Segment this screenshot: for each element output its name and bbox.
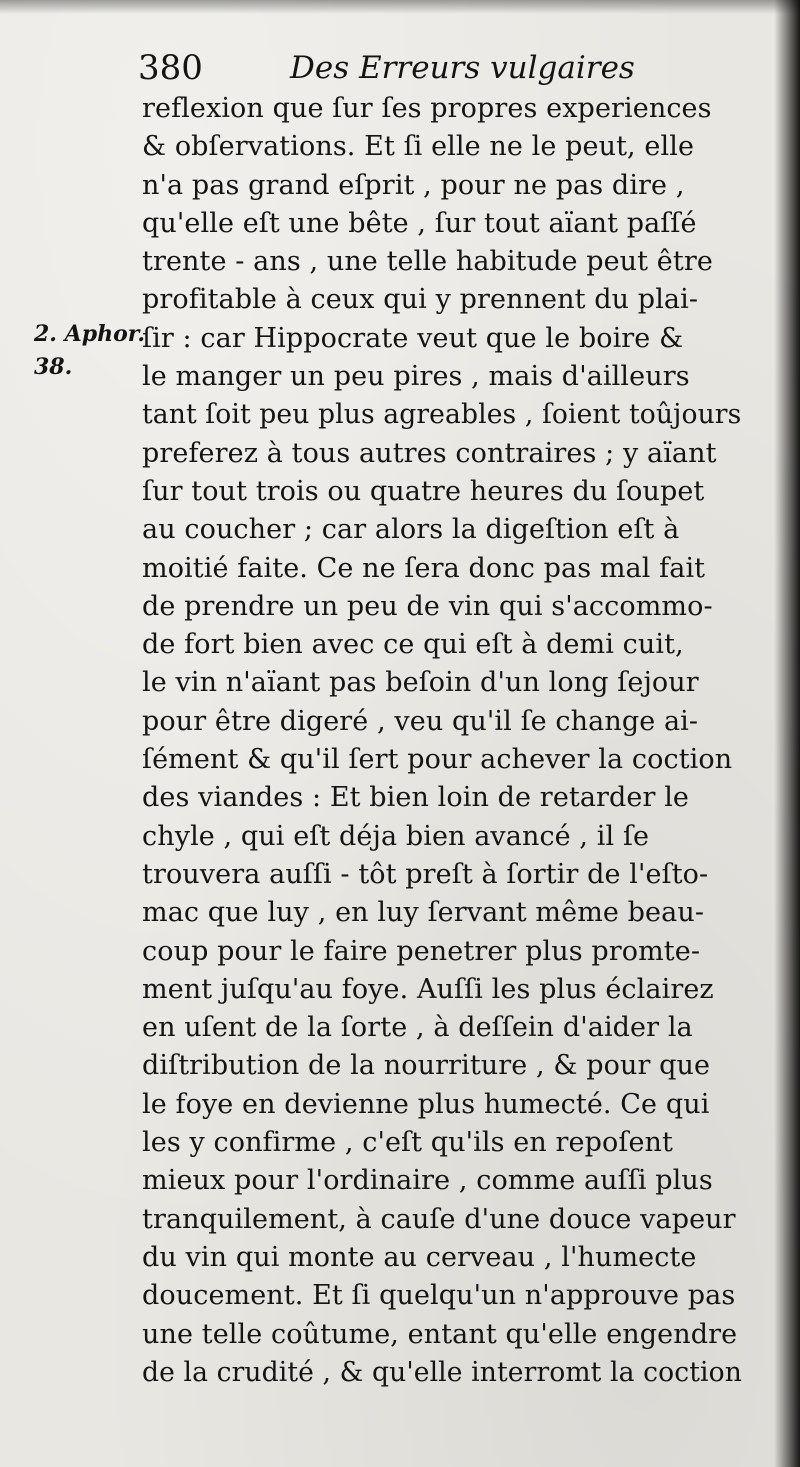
text-line: tranquilement, à cauſe d'une douce vapeur — [142, 1203, 736, 1235]
margin-note-line: 38. — [34, 354, 73, 380]
text-line: le manger un peu pires , mais d'ailleurs — [142, 361, 690, 393]
text-line: ment juſqu'au foye. Auſſi les plus éclairez — [142, 973, 714, 1005]
page-number: 380 — [138, 48, 203, 88]
text-line: une telle coûtume, entant qu'elle engendre — [142, 1318, 738, 1350]
text-line: doucement. Et ſi quelqu'un n'approuve pas — [142, 1280, 736, 1312]
text-line: trente - ans , une telle habitude peut être — [142, 246, 713, 278]
text-line: coup pour le faire penetrer plus promte- — [142, 935, 701, 967]
text-line: du vin qui monte au cerveau , l'humecte — [142, 1241, 697, 1273]
text-line: de prendre un peu de vin qui s'accommo- — [142, 590, 713, 622]
body-text — [142, 90, 742, 1392]
text-line: le vin n'aïant pas beſoin d'un long ſejour — [142, 667, 699, 699]
text-line: des viandes : Et bien loin de retarder le — [142, 782, 690, 814]
marginal-reference — [34, 318, 144, 384]
text-line: moitié faite. Ce ne ſera donc pas mal fait — [142, 552, 706, 584]
text-line: pour être digeré , veu qu'il ſe change ai- — [142, 705, 699, 737]
text-line: diſtribution de la nourriture , & pour que — [142, 1050, 711, 1082]
text-line: mieux pour l'ordinaire , comme auſſi plus — [142, 1165, 713, 1197]
running-title: Des Erreurs vulgaires — [290, 50, 635, 86]
text-line: & obſervations. Et ſi elle ne le peut, elle — [142, 131, 695, 163]
text-line: profitable à ceux qui y prennent du plai- — [142, 284, 699, 316]
text-line: reflexion que ſur ſes propres experiences — [142, 93, 712, 124]
text-line: ſur tout trois ou quatre heures du ſoupet — [142, 475, 705, 507]
text-line: chyle , qui eſt déja bien avancé , il ſe — [142, 820, 650, 852]
text-line: les y confirme , c'eſt qu'ils en repoſent — [142, 1127, 673, 1159]
text-line: ſir : car Hippocrate veut que le boire & — [142, 322, 684, 354]
text-line: le foye en devienne plus humecté. Ce qui — [142, 1088, 710, 1120]
text-line: ſément & qu'il ſert pour achever la coction — [142, 744, 733, 776]
page-edge-shadow — [774, 0, 800, 1467]
text-line: trouvera auſſi - tôt preſt à ſortir de l'eſto- — [142, 858, 709, 890]
text-line: de la crudité , & qu'elle interromt la coction — [142, 1356, 742, 1388]
running-header — [138, 46, 658, 90]
text-line: n'a pas grand eſprit , pour ne pas dire , — [142, 169, 685, 201]
text-line: en uſent de la ſorte , à deſſein d'aider la — [142, 1012, 693, 1044]
page-top-shadow — [0, 0, 800, 14]
text-line: de fort bien avec ce qui eſt à demi cuit, — [142, 629, 684, 661]
text-line: qu'elle eſt une bête , ſur tout aïant paſſé — [142, 207, 697, 239]
margin-note-line: 2. Aphor. — [34, 321, 145, 347]
text-line: preferez à tous autres contraires ; y aïant — [142, 437, 717, 469]
text-line: tant ſoit peu plus agreables , ſoient toûjours — [142, 399, 742, 431]
text-line: au coucher ; car alors la digeſtion eſt à — [142, 514, 680, 546]
text-line: mac que luy , en luy ſervant même beau- — [142, 897, 705, 929]
